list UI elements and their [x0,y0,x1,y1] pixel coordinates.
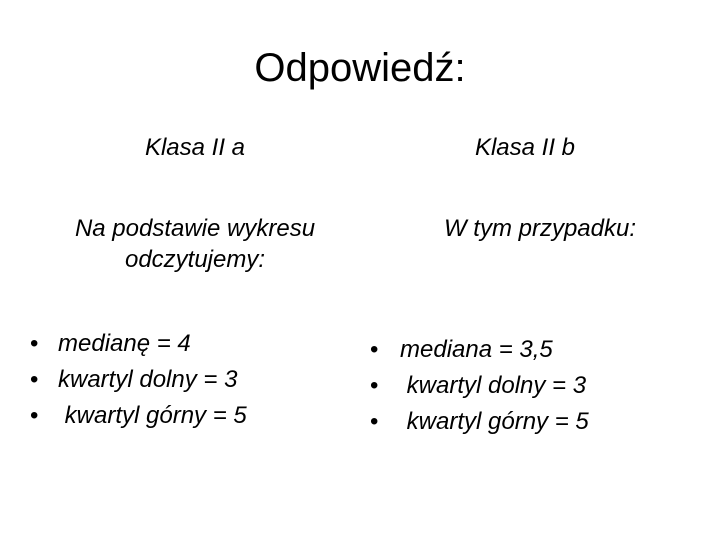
right-item-lower-quartile: kwartyl dolny = 3 [400,372,587,399]
right-intro-text: W tym przypadku: [443,215,637,242]
left-item-upper-quartile: kwartyl górny = 5 [58,402,247,429]
left-bullet-list [30,326,247,434]
list-item [30,398,247,434]
bullet-icon: • [30,330,39,357]
left-item-lower-quartile: kwartyl dolny = 3 [58,366,238,393]
bullet-icon: • [30,366,39,393]
list-item [30,326,247,362]
list-item [370,404,589,440]
slide-title: Odpowiedź: [254,46,466,90]
bullet-icon: • [370,408,379,435]
list-item [370,368,589,404]
right-column-heading: Klasa II b [474,134,576,161]
left-column-heading: Klasa II a [144,134,246,161]
bullet-icon: • [30,402,39,429]
list-item [30,362,247,398]
right-item-median: mediana = 3,5 [400,336,553,363]
list-item [370,332,589,368]
left-item-median: medianę = 4 [58,330,191,357]
bullet-icon: • [370,336,379,363]
right-bullet-list [370,332,589,440]
right-item-upper-quartile: kwartyl górny = 5 [400,408,589,435]
bullet-icon: • [370,372,379,399]
left-intro-text: Na podstawie wykresu odczytujemy: [74,215,316,273]
